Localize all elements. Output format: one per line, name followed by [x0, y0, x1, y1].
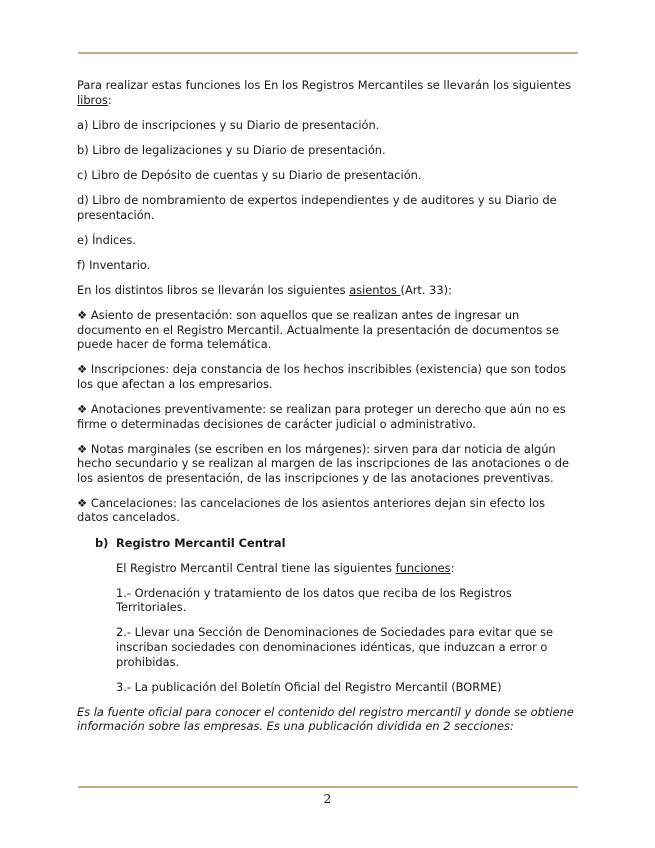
diamond-bullet-icon: ❖: [77, 495, 88, 510]
book-item: d) Libro de nombramiento de expertos independientes y de auditores y su Diario de presentación.: [77, 192, 557, 222]
bullet-item: ❖ Cancelaciones: las cancelaciones de los asientos anteriores dejan sin efecto los datos cancelados.: [77, 495, 546, 525]
italic-note: Es la fuente oficial para conocer el contenido del registro mercantil y donde se obtiene información sobre las empresas. Es una publicación dividida en 2 secciones:: [77, 704, 574, 734]
section-intro: El Registro Mercantil Central tiene las siguientes funciones:: [116, 560, 455, 575]
header-rule: [78, 52, 578, 54]
diamond-bullet-icon: ❖: [77, 307, 88, 322]
book-item: f) Inventario.: [77, 257, 151, 272]
bullet-item: ❖ Anotaciones preventivamente: se realizan para proteger un derecho que aún no es firme o determinadas decisiones de carácter judicial o administrativo.: [77, 401, 566, 431]
diamond-bullet-icon: ❖: [77, 401, 88, 416]
function-item: 1.- Ordenación y tratamiento de los datos que reciba de los Registros Territoriales.: [116, 585, 512, 615]
bullet-item: ❖ Inscripciones: deja constancia de los hechos inscribibles (existencia) que son todos los que afectan a los empresarios.: [77, 362, 567, 391]
diamond-bullet-icon: ❖: [77, 441, 88, 456]
book-item: c) Libro de Depósito de cuentas y su Diario de presentación.: [77, 167, 422, 182]
book-item: b) Libro de legalizaciones y su Diario de presentación.: [77, 142, 386, 157]
diamond-bullet-icon: ❖: [77, 362, 88, 377]
function-item: 2.- Llevar una Sección de Denominaciones de Sociedades para evitar que se inscriban sociedades con denominaciones idénticas, que induzcan a error o prohibidas.: [116, 625, 554, 669]
bullet-item: ❖ Asiento de presentación: son aquellos que se realizan antes de ingresar un documento en el Registro Mercantil. Actualmente la presentación de documentos se puede hacer de forma telemática.: [77, 307, 559, 352]
asientos-intro: En los distintos libros se llevarán los siguientes asientos (Art. 33):: [77, 282, 452, 297]
section-heading: b) Registro Mercantil Central: [95, 535, 286, 550]
book-item: a) Libro de inscripciones y su Diario de presentación.: [77, 117, 380, 132]
function-item: 3.- La publicación del Boletín Oficial del Registro Mercantil (BORME): [116, 679, 502, 694]
book-item: e) Índices.: [77, 232, 136, 247]
page-number: 2: [323, 792, 332, 806]
bullet-item: ❖ Notas marginales (se escriben en los márgenes): sirven para dar noticia de algún hecho secundario y se realizan al margen de las inscripciones de las anotaciones o de los asientos de presentación, de las inscripciones y de las anotaciones preventivas.: [77, 441, 570, 485]
document-body: [77, 78, 579, 745]
intro-paragraph: Para realizar estas funciones los En los Registros Mercantiles se llevarán los siguientes libros:: [77, 78, 572, 107]
footer-rule: [78, 786, 578, 788]
